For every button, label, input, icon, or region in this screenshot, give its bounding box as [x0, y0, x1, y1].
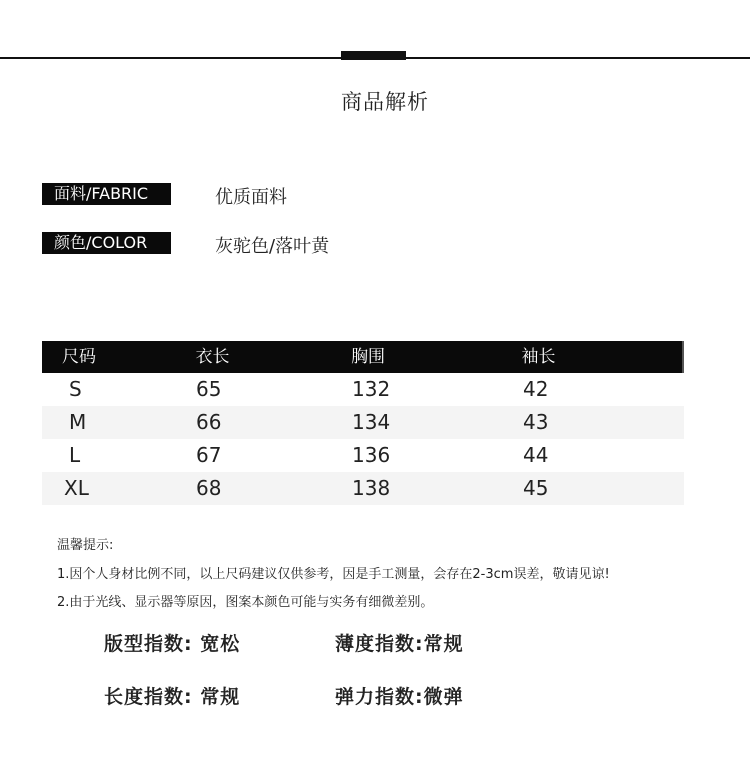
elasticity-index: 弹力指数:微弹 — [335, 686, 464, 708]
length-index: 长度指数: 常规 — [104, 686, 241, 708]
cell-sleeve: 43 — [523, 410, 549, 434]
size-table — [42, 341, 684, 505]
cell-size: L — [69, 443, 81, 467]
tips-title: 温馨提示: — [57, 538, 114, 553]
table-row — [42, 373, 684, 406]
tips-line-1: 1.因个人身材比例不同，以上尺码建议仅供参考，因是手工测量，会存在2-3cm误差，敬请见谅! — [57, 567, 610, 582]
cell-bust: 138 — [352, 476, 391, 500]
cell-bust: 136 — [352, 443, 391, 467]
cell-size: M — [69, 410, 87, 434]
cell-size: XL — [64, 476, 89, 500]
tips-line-2: 2.由于光线、显示器等原因，图案本颜色可能与实务有细微差别。 — [57, 595, 434, 610]
cell-length: 66 — [196, 410, 222, 434]
table-row — [42, 406, 684, 439]
table-row — [42, 472, 684, 505]
section-title: 商品解析 — [341, 90, 429, 114]
color-label: 颜色/COLOR — [42, 232, 171, 254]
thickness-index: 薄度指数:常规 — [335, 633, 464, 655]
cell-bust: 134 — [352, 410, 391, 434]
cell-size: S — [69, 377, 82, 401]
cell-length: 68 — [196, 476, 222, 500]
cell-length: 67 — [196, 443, 222, 467]
cell-sleeve: 45 — [523, 476, 549, 500]
cell-sleeve: 42 — [523, 377, 549, 401]
cell-bust: 132 — [352, 377, 391, 401]
header-bust: 胸围 — [351, 347, 386, 367]
table-row — [42, 439, 684, 472]
color-value: 灰驼色/落叶黄 — [215, 236, 330, 257]
fabric-value: 优质面料 — [215, 187, 287, 208]
cell-length: 65 — [196, 377, 222, 401]
cell-sleeve: 44 — [523, 443, 549, 467]
size-table-header — [42, 341, 684, 373]
top-divider-accent — [341, 51, 406, 60]
fit-index: 版型指数: 宽松 — [104, 633, 241, 655]
header-size: 尺码 — [62, 347, 96, 367]
header-sleeve: 袖长 — [521, 347, 556, 367]
header-length: 衣长 — [195, 347, 230, 367]
fabric-label: 面料/FABRIC — [42, 183, 171, 205]
